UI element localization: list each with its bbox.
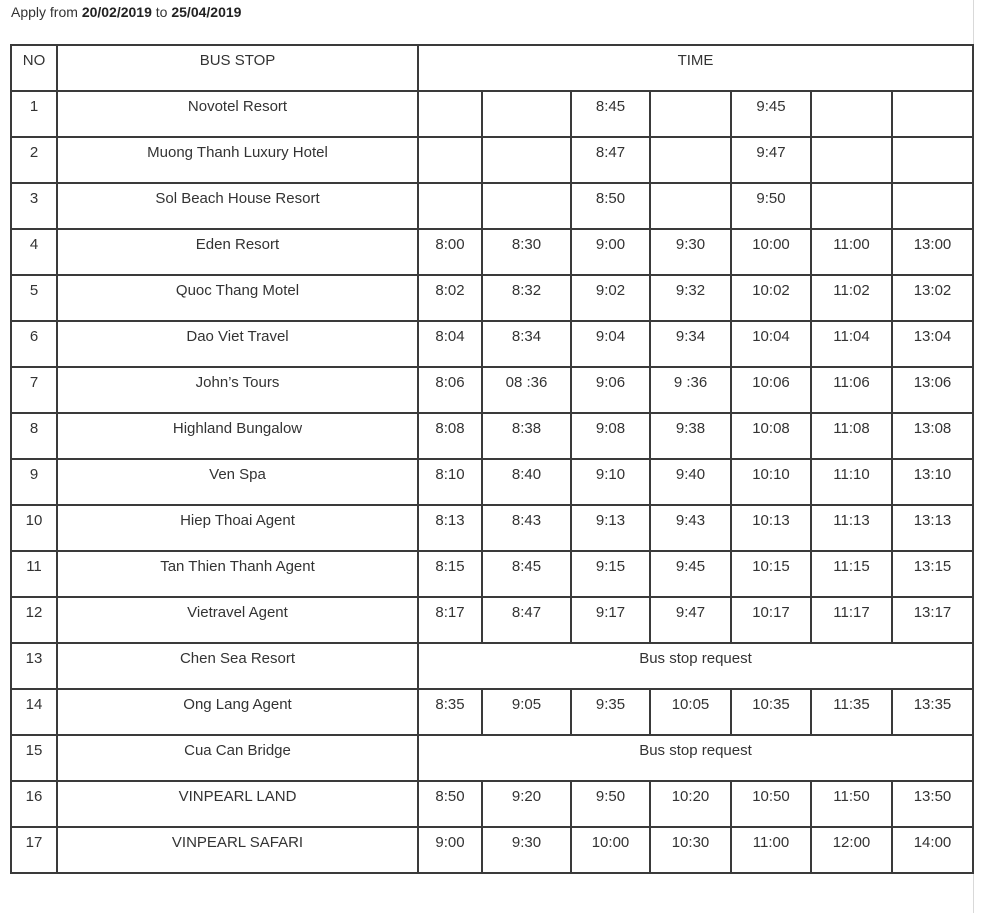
time-cell: 10:15 <box>731 551 811 597</box>
time-cell: 10:17 <box>731 597 811 643</box>
time-cell: 10:50 <box>731 781 811 827</box>
table-row <box>11 735 973 781</box>
time-cell: 8:06 <box>418 367 482 413</box>
table-row <box>11 229 973 275</box>
table-row <box>11 367 973 413</box>
time-cell <box>482 137 571 183</box>
time-cell: 10:00 <box>731 229 811 275</box>
time-cell: 13:02 <box>892 275 973 321</box>
table-row <box>11 459 973 505</box>
table-row <box>11 505 973 551</box>
time-cell: 11:17 <box>811 597 892 643</box>
bus-stop-name: Ven Spa <box>57 459 418 505</box>
time-cell: 9:45 <box>731 91 811 137</box>
time-cell: 11:02 <box>811 275 892 321</box>
table-row <box>11 137 973 183</box>
bus-stop-name: Novotel Resort <box>57 91 418 137</box>
time-cell: 9:15 <box>571 551 650 597</box>
time-cell: 8:47 <box>571 137 650 183</box>
time-cell: 13:17 <box>892 597 973 643</box>
table-row <box>11 183 973 229</box>
time-cell: 13:04 <box>892 321 973 367</box>
time-cell: 8:30 <box>482 229 571 275</box>
time-cell: 9:02 <box>571 275 650 321</box>
table-row <box>11 91 973 137</box>
time-cell <box>892 91 973 137</box>
time-cell: 8:02 <box>418 275 482 321</box>
row-number: 5 <box>11 275 57 321</box>
time-cell: 9:30 <box>482 827 571 873</box>
time-cell: 9:10 <box>571 459 650 505</box>
time-cell: 11:04 <box>811 321 892 367</box>
row-number: 10 <box>11 505 57 551</box>
time-cell <box>811 183 892 229</box>
time-cell <box>418 91 482 137</box>
time-cell: 13:50 <box>892 781 973 827</box>
time-cell: 11:06 <box>811 367 892 413</box>
time-cell: 8:50 <box>571 183 650 229</box>
time-cell: 9 :36 <box>650 367 731 413</box>
time-cell: 08 :36 <box>482 367 571 413</box>
apply-middle: to <box>155 4 168 20</box>
time-cell: 10:10 <box>731 459 811 505</box>
time-cell: 8:38 <box>482 413 571 459</box>
table-row <box>11 781 973 827</box>
time-cell: 8:13 <box>418 505 482 551</box>
time-cell: 8:32 <box>482 275 571 321</box>
apply-prefix: Apply from <box>11 4 78 20</box>
apply-period <box>11 4 241 20</box>
time-cell: 11:13 <box>811 505 892 551</box>
time-cell: 8:40 <box>482 459 571 505</box>
row-number: 15 <box>11 735 57 781</box>
row-number: 13 <box>11 643 57 689</box>
bus-stop-name: Eden Resort <box>57 229 418 275</box>
time-cell: 9:05 <box>482 689 571 735</box>
row-number: 7 <box>11 367 57 413</box>
table-row <box>11 321 973 367</box>
time-cell: 8:35 <box>418 689 482 735</box>
row-number: 11 <box>11 551 57 597</box>
bus-stop-name: Muong Thanh Luxury Hotel <box>57 137 418 183</box>
time-cell <box>418 183 482 229</box>
bus-stop-name: Hiep Thoai Agent <box>57 505 418 551</box>
bus-stop-name: John’s Tours <box>57 367 418 413</box>
time-cell <box>811 137 892 183</box>
time-cell <box>650 137 731 183</box>
time-cell: 14:00 <box>892 827 973 873</box>
bus-stop-name: Highland Bungalow <box>57 413 418 459</box>
row-number: 2 <box>11 137 57 183</box>
time-cell: 13:08 <box>892 413 973 459</box>
time-cell: 10:20 <box>650 781 731 827</box>
bus-stop-name: Cua Can Bridge <box>57 735 418 781</box>
time-cell: 11:10 <box>811 459 892 505</box>
time-cell: 8:04 <box>418 321 482 367</box>
time-cell: 8:43 <box>482 505 571 551</box>
time-cell: 10:13 <box>731 505 811 551</box>
bus-stop-name: Dao Viet Travel <box>57 321 418 367</box>
time-cell: 8:17 <box>418 597 482 643</box>
time-cell: 8:45 <box>482 551 571 597</box>
time-cell: 12:00 <box>811 827 892 873</box>
time-cell: 10:02 <box>731 275 811 321</box>
bus-stop-request: Bus stop request <box>418 643 973 689</box>
time-cell: 9:35 <box>571 689 650 735</box>
bus-stop-name: VINPEARL LAND <box>57 781 418 827</box>
time-cell: 9:32 <box>650 275 731 321</box>
row-number: 3 <box>11 183 57 229</box>
time-cell: 11:50 <box>811 781 892 827</box>
table-row <box>11 827 973 873</box>
time-cell: 9:00 <box>571 229 650 275</box>
bus-stop-name: Tan Thien Thanh Agent <box>57 551 418 597</box>
table-row <box>11 275 973 321</box>
time-cell: 13:35 <box>892 689 973 735</box>
time-cell: 13:06 <box>892 367 973 413</box>
time-cell: 9:45 <box>650 551 731 597</box>
bus-stop-name: Ong Lang Agent <box>57 689 418 735</box>
row-number: 14 <box>11 689 57 735</box>
row-number: 4 <box>11 229 57 275</box>
time-cell: 11:08 <box>811 413 892 459</box>
time-cell: 8:45 <box>571 91 650 137</box>
time-cell: 10:05 <box>650 689 731 735</box>
time-cell: 8:50 <box>418 781 482 827</box>
time-cell: 11:00 <box>731 827 811 873</box>
bus-stop-name: Vietravel Agent <box>57 597 418 643</box>
bus-stop-name: Chen Sea Resort <box>57 643 418 689</box>
time-cell: 10:30 <box>650 827 731 873</box>
time-cell: 10:08 <box>731 413 811 459</box>
time-cell: 9:30 <box>650 229 731 275</box>
bus-stop-name: Sol Beach House Resort <box>57 183 418 229</box>
table-row <box>11 597 973 643</box>
header-row <box>11 45 973 91</box>
row-number: 17 <box>11 827 57 873</box>
table-row <box>11 643 973 689</box>
time-cell: 9:50 <box>731 183 811 229</box>
time-cell: 9:06 <box>571 367 650 413</box>
time-cell: 10:04 <box>731 321 811 367</box>
time-cell: 9:34 <box>650 321 731 367</box>
row-number: 1 <box>11 91 57 137</box>
time-cell: 9:40 <box>650 459 731 505</box>
time-cell: 11:35 <box>811 689 892 735</box>
time-cell: 9:47 <box>731 137 811 183</box>
time-cell: 8:08 <box>418 413 482 459</box>
time-cell: 8:47 <box>482 597 571 643</box>
time-cell: 9:20 <box>482 781 571 827</box>
bus-stop-name: VINPEARL SAFARI <box>57 827 418 873</box>
time-cell: 13:13 <box>892 505 973 551</box>
table-row <box>11 689 973 735</box>
time-cell <box>650 91 731 137</box>
time-cell: 11:00 <box>811 229 892 275</box>
time-cell: 10:35 <box>731 689 811 735</box>
time-cell: 9:43 <box>650 505 731 551</box>
time-cell <box>482 183 571 229</box>
time-cell <box>811 91 892 137</box>
row-number: 9 <box>11 459 57 505</box>
header-bus-stop: BUS STOP <box>57 45 418 91</box>
apply-from-date: 20/02/2019 <box>81 4 152 20</box>
time-cell: 8:15 <box>418 551 482 597</box>
time-cell: 13:10 <box>892 459 973 505</box>
row-number: 6 <box>11 321 57 367</box>
table-row <box>11 413 973 459</box>
time-cell: 9:00 <box>418 827 482 873</box>
row-number: 16 <box>11 781 57 827</box>
time-cell: 13:00 <box>892 229 973 275</box>
time-cell: 9:13 <box>571 505 650 551</box>
header-time: TIME <box>418 45 973 91</box>
bus-stop-name: Quoc Thang Motel <box>57 275 418 321</box>
time-cell: 8:10 <box>418 459 482 505</box>
row-number: 12 <box>11 597 57 643</box>
time-cell <box>892 183 973 229</box>
time-cell: 9:38 <box>650 413 731 459</box>
time-cell: 9:50 <box>571 781 650 827</box>
schedule-body <box>11 45 973 873</box>
time-cell <box>482 91 571 137</box>
time-cell: 8:34 <box>482 321 571 367</box>
time-cell: 11:15 <box>811 551 892 597</box>
time-cell: 9:08 <box>571 413 650 459</box>
bus-schedule-table <box>10 44 974 874</box>
time-cell: 8:00 <box>418 229 482 275</box>
header-no: NO <box>11 45 57 91</box>
apply-to-date: 25/04/2019 <box>171 4 242 20</box>
time-cell: 9:04 <box>571 321 650 367</box>
bus-stop-request: Bus stop request <box>418 735 973 781</box>
time-cell: 9:17 <box>571 597 650 643</box>
time-cell: 10:06 <box>731 367 811 413</box>
table-row <box>11 551 973 597</box>
time-cell: 9:47 <box>650 597 731 643</box>
time-cell: 10:00 <box>571 827 650 873</box>
time-cell <box>650 183 731 229</box>
row-number: 8 <box>11 413 57 459</box>
time-cell <box>892 137 973 183</box>
time-cell <box>418 137 482 183</box>
time-cell: 13:15 <box>892 551 973 597</box>
